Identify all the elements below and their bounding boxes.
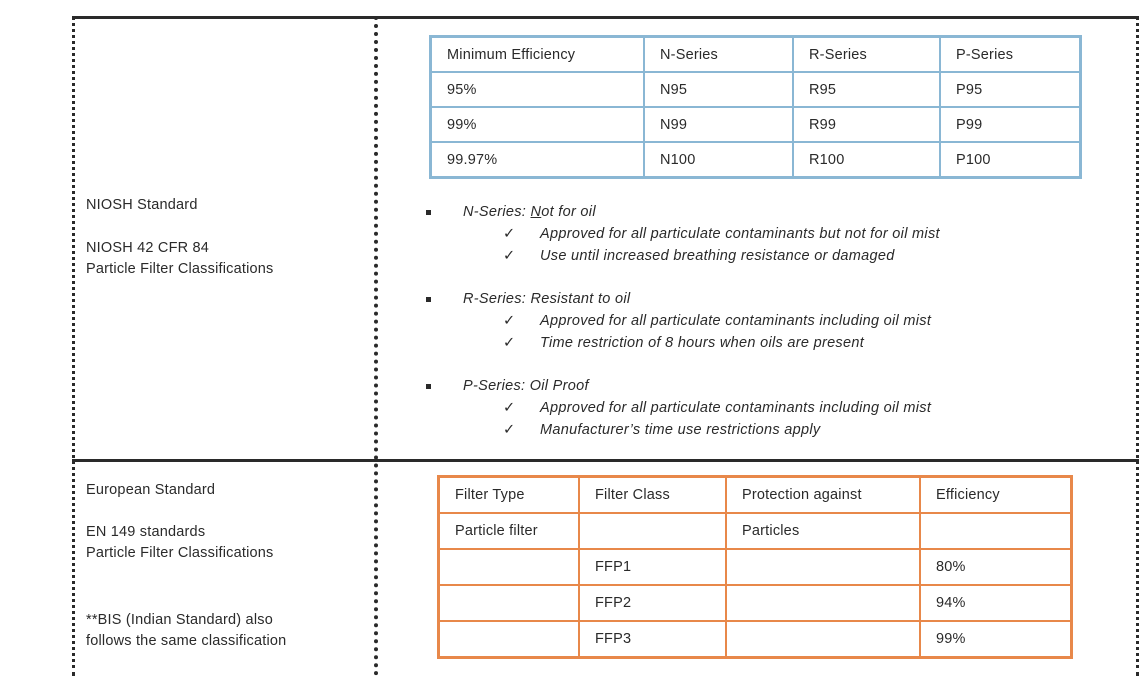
header-cell: Filter Type [439, 477, 580, 514]
table-cell [920, 513, 1072, 549]
check-icon: ✓ [503, 226, 516, 242]
table-cell [726, 549, 920, 585]
table-cell: 94% [920, 585, 1072, 621]
bullet-square [426, 210, 431, 215]
table-row [439, 621, 1072, 658]
table-row [431, 107, 1081, 142]
table-cell: R95 [793, 72, 940, 107]
table-header-row [431, 37, 1081, 73]
list-item: ✓ Approved for all particulate contaminants including oil mist [503, 400, 932, 416]
table-cell: N100 [644, 142, 793, 178]
list-item: ✓ Manufacturer’s time use restrictions apply [503, 422, 821, 438]
check-icon: ✓ [503, 335, 516, 351]
european-standard: EN 149 standards [86, 524, 206, 540]
table-cell: Particles [726, 513, 920, 549]
list-item: ✓ Approved for all particulate contaminants but not for oil mist [503, 226, 940, 242]
list-item: ✓ Time restriction of 8 hours when oils are present [503, 335, 865, 351]
table-cell: P95 [940, 72, 1081, 107]
table-cell: R99 [793, 107, 940, 142]
series-heading: R-Series: Resistant to oil [463, 291, 631, 307]
niosh-classification-label: Particle Filter Classifications [86, 261, 274, 277]
european-title: European Standard [86, 482, 216, 498]
table-cell: 95% [431, 72, 645, 107]
header-cell: R-Series [793, 37, 940, 73]
list-item: ✓ Approved for all particulate contaminants including oil mist [503, 313, 932, 329]
table-cell [439, 621, 580, 658]
table-row [439, 513, 1072, 549]
table-cell [439, 585, 580, 621]
table-cell [439, 549, 580, 585]
table-cell: N95 [644, 72, 793, 107]
series-heading: N-Series: Not for oil [463, 204, 596, 220]
check-icon: ✓ [503, 313, 516, 329]
table-cell: N99 [644, 107, 793, 142]
header-cell: Efficiency [920, 477, 1072, 514]
table-cell: 99% [920, 621, 1072, 658]
european-classification-label: Particle Filter Classifications [86, 545, 274, 561]
bis-note: **BIS (Indian Standard) also [86, 612, 273, 628]
header-cell: Filter Class [579, 477, 726, 514]
niosh-title: NIOSH Standard [86, 197, 198, 213]
table-cell: Particle filter [439, 513, 580, 549]
table-cell: 80% [920, 549, 1072, 585]
header-cell: P-Series [940, 37, 1081, 73]
table-cell [579, 513, 726, 549]
bullet-square [426, 297, 431, 302]
header-cell: Minimum Efficiency [431, 37, 645, 73]
table-cell: P100 [940, 142, 1081, 178]
header-cell: N-Series [644, 37, 793, 73]
table-row [439, 585, 1072, 621]
column-divider [374, 16, 378, 676]
series-heading: P-Series: Oil Proof [463, 378, 589, 394]
table-cell: R100 [793, 142, 940, 178]
bullet-square [426, 384, 431, 389]
niosh-regulation: NIOSH 42 CFR 84 [86, 240, 210, 256]
table-cell: 99.97% [431, 142, 645, 178]
table-cell: FFP1 [579, 549, 726, 585]
table-cell [726, 585, 920, 621]
table-cell: FFP3 [579, 621, 726, 658]
check-icon: ✓ [503, 422, 516, 438]
table-header-row [439, 477, 1072, 514]
niosh-efficiency-table [429, 35, 1082, 179]
table-cell [726, 621, 920, 658]
list-item: ✓ Use until increased breathing resistance or damaged [503, 248, 895, 264]
bis-note-continued: follows the same classification [86, 633, 287, 649]
row-divider [72, 459, 1139, 462]
header-cell: Protection against [726, 477, 920, 514]
table-cell: FFP2 [579, 585, 726, 621]
table-cell: P99 [940, 107, 1081, 142]
table-row [431, 72, 1081, 107]
check-icon: ✓ [503, 400, 516, 416]
table-row [439, 549, 1072, 585]
table-row [431, 142, 1081, 178]
en149-filter-table [437, 475, 1073, 659]
table-cell: 99% [431, 107, 645, 142]
check-icon: ✓ [503, 248, 516, 264]
